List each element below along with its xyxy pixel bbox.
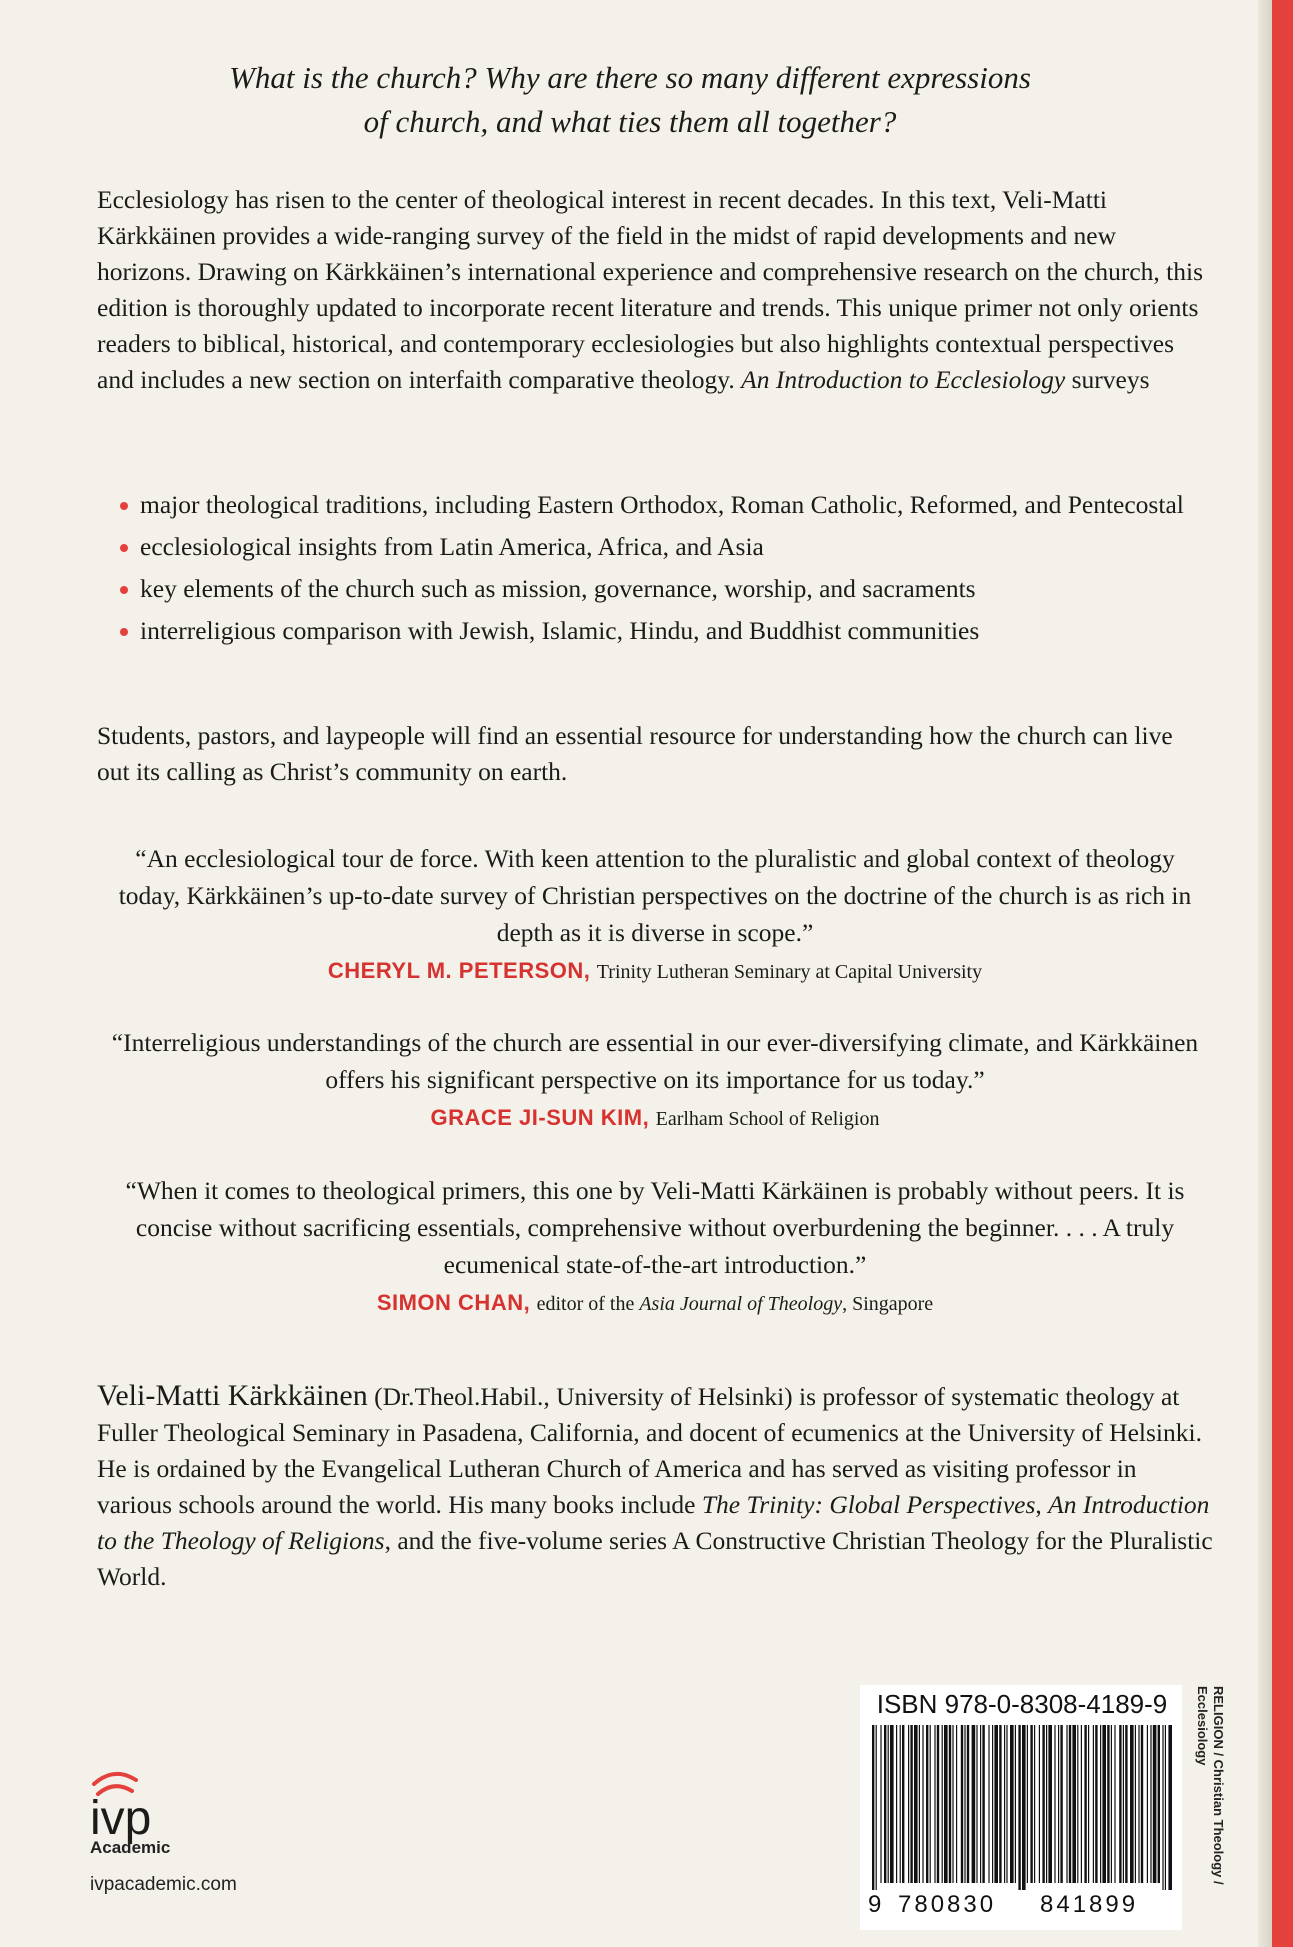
quote-attribution — [110, 1283, 1200, 1323]
journal-title: Asia Journal of Theology — [639, 1293, 843, 1315]
description-suffix: surveys — [1065, 365, 1150, 394]
quote-text: “When it comes to theological primers, this one by Veli-Matti Kärkäinen is probably without peers. It is concise without sacrificing essentials, comprehensive without overburdening the beginner. . . . A truly ecumenical state-of-the-art introduction.” — [125, 1176, 1185, 1279]
description-text: Ecclesiology has risen to the center of theological interest in recent decades. In this text, Veli-Matti Kärkkäinen provides a wide-ranging survey of the field in the midst of rapid developments and new horizons. Drawing on Kärkkäinen’s international experience and comprehensive research on the church, this edition is thoroughly updated to incorporate recent literature and trends. This unique primer not only orients readers to biblical, historical, and contemporary ecclesiologies but also highlights contextual perspectives and includes a new section on interfaith comparative theology. — [97, 185, 1204, 394]
category-line-1: RELIGION / Christian Theology / — [1211, 1686, 1226, 1885]
quote-text: “An ecclesiological tour de force. With keen attention to the pluralistic and global context of theology today, Kärkkäinen’s up-to-date survey of Christian perspectives on the doctrine of the church is as rich in depth as it is diverse in scope.” — [118, 844, 1192, 947]
isbn-label: ISBN 978-0-8308-4189-9 — [876, 1689, 1168, 1719]
quote-attribution — [110, 1098, 1200, 1138]
logo-wordmark: ivp — [90, 1792, 152, 1845]
ivp-logo-icon — [88, 1756, 188, 1851]
bullet-dot-icon — [120, 502, 128, 510]
bio-book-title: The Trinity: Global Perspectives — [701, 1490, 1036, 1519]
spine-red-edge — [1272, 0, 1293, 1947]
endorsement-quote — [110, 1172, 1200, 1323]
survey-list — [120, 488, 1210, 656]
affiliation-prefix: editor of the — [536, 1293, 640, 1315]
affiliation-suffix: , Singapore — [842, 1293, 934, 1315]
bio-text: (Dr.Theol.Habil., University of Helsinki) is professor of systematic theology at Fuller Theological Seminary in Pasadena, California, and docent of ecumenics at the University of Helsinki. He is ordained by the Evangelical Lutheran Church of America and has served as visiting professor in various schools around the world. His many books include — [97, 1382, 1202, 1519]
list-item — [120, 530, 1210, 564]
list-item — [120, 488, 1210, 522]
tagline-line-1: What is the church? Why are there so many different expressions — [229, 60, 1031, 95]
list-item-text: interreligious comparison with Jewish, Islamic, Hindu, and Buddhist communities — [140, 616, 980, 645]
ean-group-1: 780830 — [898, 1891, 997, 1918]
list-item-text: ecclesiological insights from Latin America, Africa, and Asia — [140, 532, 764, 561]
description — [97, 182, 1207, 398]
quote-text: “Interreligious understandings of the church are essential in our ever-diversifying climate, and Kärkkäinen offers his significant perspective on its importance for us today.” — [111, 1028, 1199, 1094]
list-item-text: key elements of the church such as mission, governance, worship, and sacraments — [140, 574, 976, 603]
tagline-line-2: of church, and what ties them all together? — [363, 104, 897, 139]
category-line-2: Ecclesiology — [1195, 1686, 1210, 1766]
bullet-dot-icon — [120, 628, 128, 636]
bullet-dot-icon — [120, 586, 128, 594]
list-item — [120, 572, 1210, 606]
endorser-name: SIMON CHAN, — [376, 1290, 531, 1315]
bio-text: , and the five-volume series A Constructive Christian Theology for the Pluralistic World. — [97, 1526, 1213, 1591]
endorser-affiliation: Trinity Lutheran Seminary at Capital University — [596, 961, 983, 983]
endorser-name: GRACE JI-SUN KIM, — [430, 1105, 650, 1130]
endorsement-quote — [110, 1024, 1200, 1138]
author-bio — [97, 1378, 1217, 1595]
author-name: Veli-Matti Kärkkäinen — [97, 1379, 368, 1412]
subject-category — [1194, 1686, 1226, 1936]
list-item — [120, 614, 1210, 648]
publisher-imprint: Academic — [90, 1838, 171, 1857]
endorsement-quote — [110, 840, 1200, 991]
barcode-icon — [870, 1725, 1172, 1890]
quote-attribution — [110, 951, 1200, 991]
endorser-affiliation: Earlham School of Religion — [655, 1108, 880, 1130]
bullet-dot-icon — [120, 544, 128, 552]
ean-group-2: 841899 — [1040, 1891, 1139, 1918]
spine-fold — [1258, 0, 1272, 1947]
endorser-affiliation — [537, 1293, 934, 1315]
tagline — [180, 56, 1080, 144]
bio-book-title: An Introduction to the Theology of Religions — [97, 1490, 1210, 1555]
bio-separator: , — [1035, 1490, 1049, 1519]
ean-lead-digit: 9 — [868, 1891, 882, 1918]
isbn-barcode-area — [860, 1685, 1182, 1930]
closing-paragraph: Students, pastors, and laypeople will find an essential resource for understanding how the church can live out its calling as Christ’s community on earth. — [97, 721, 1173, 786]
endorser-name: CHERYL M. PETERSON, — [327, 958, 591, 983]
publisher-url: ivpacademic.com — [90, 1874, 237, 1895]
description-book-title: An Introduction to Ecclesiology — [741, 365, 1066, 394]
list-item-text: major theological traditions, including Eastern Orthodox, Roman Catholic, Reformed, and Pentecostal — [140, 490, 1184, 519]
